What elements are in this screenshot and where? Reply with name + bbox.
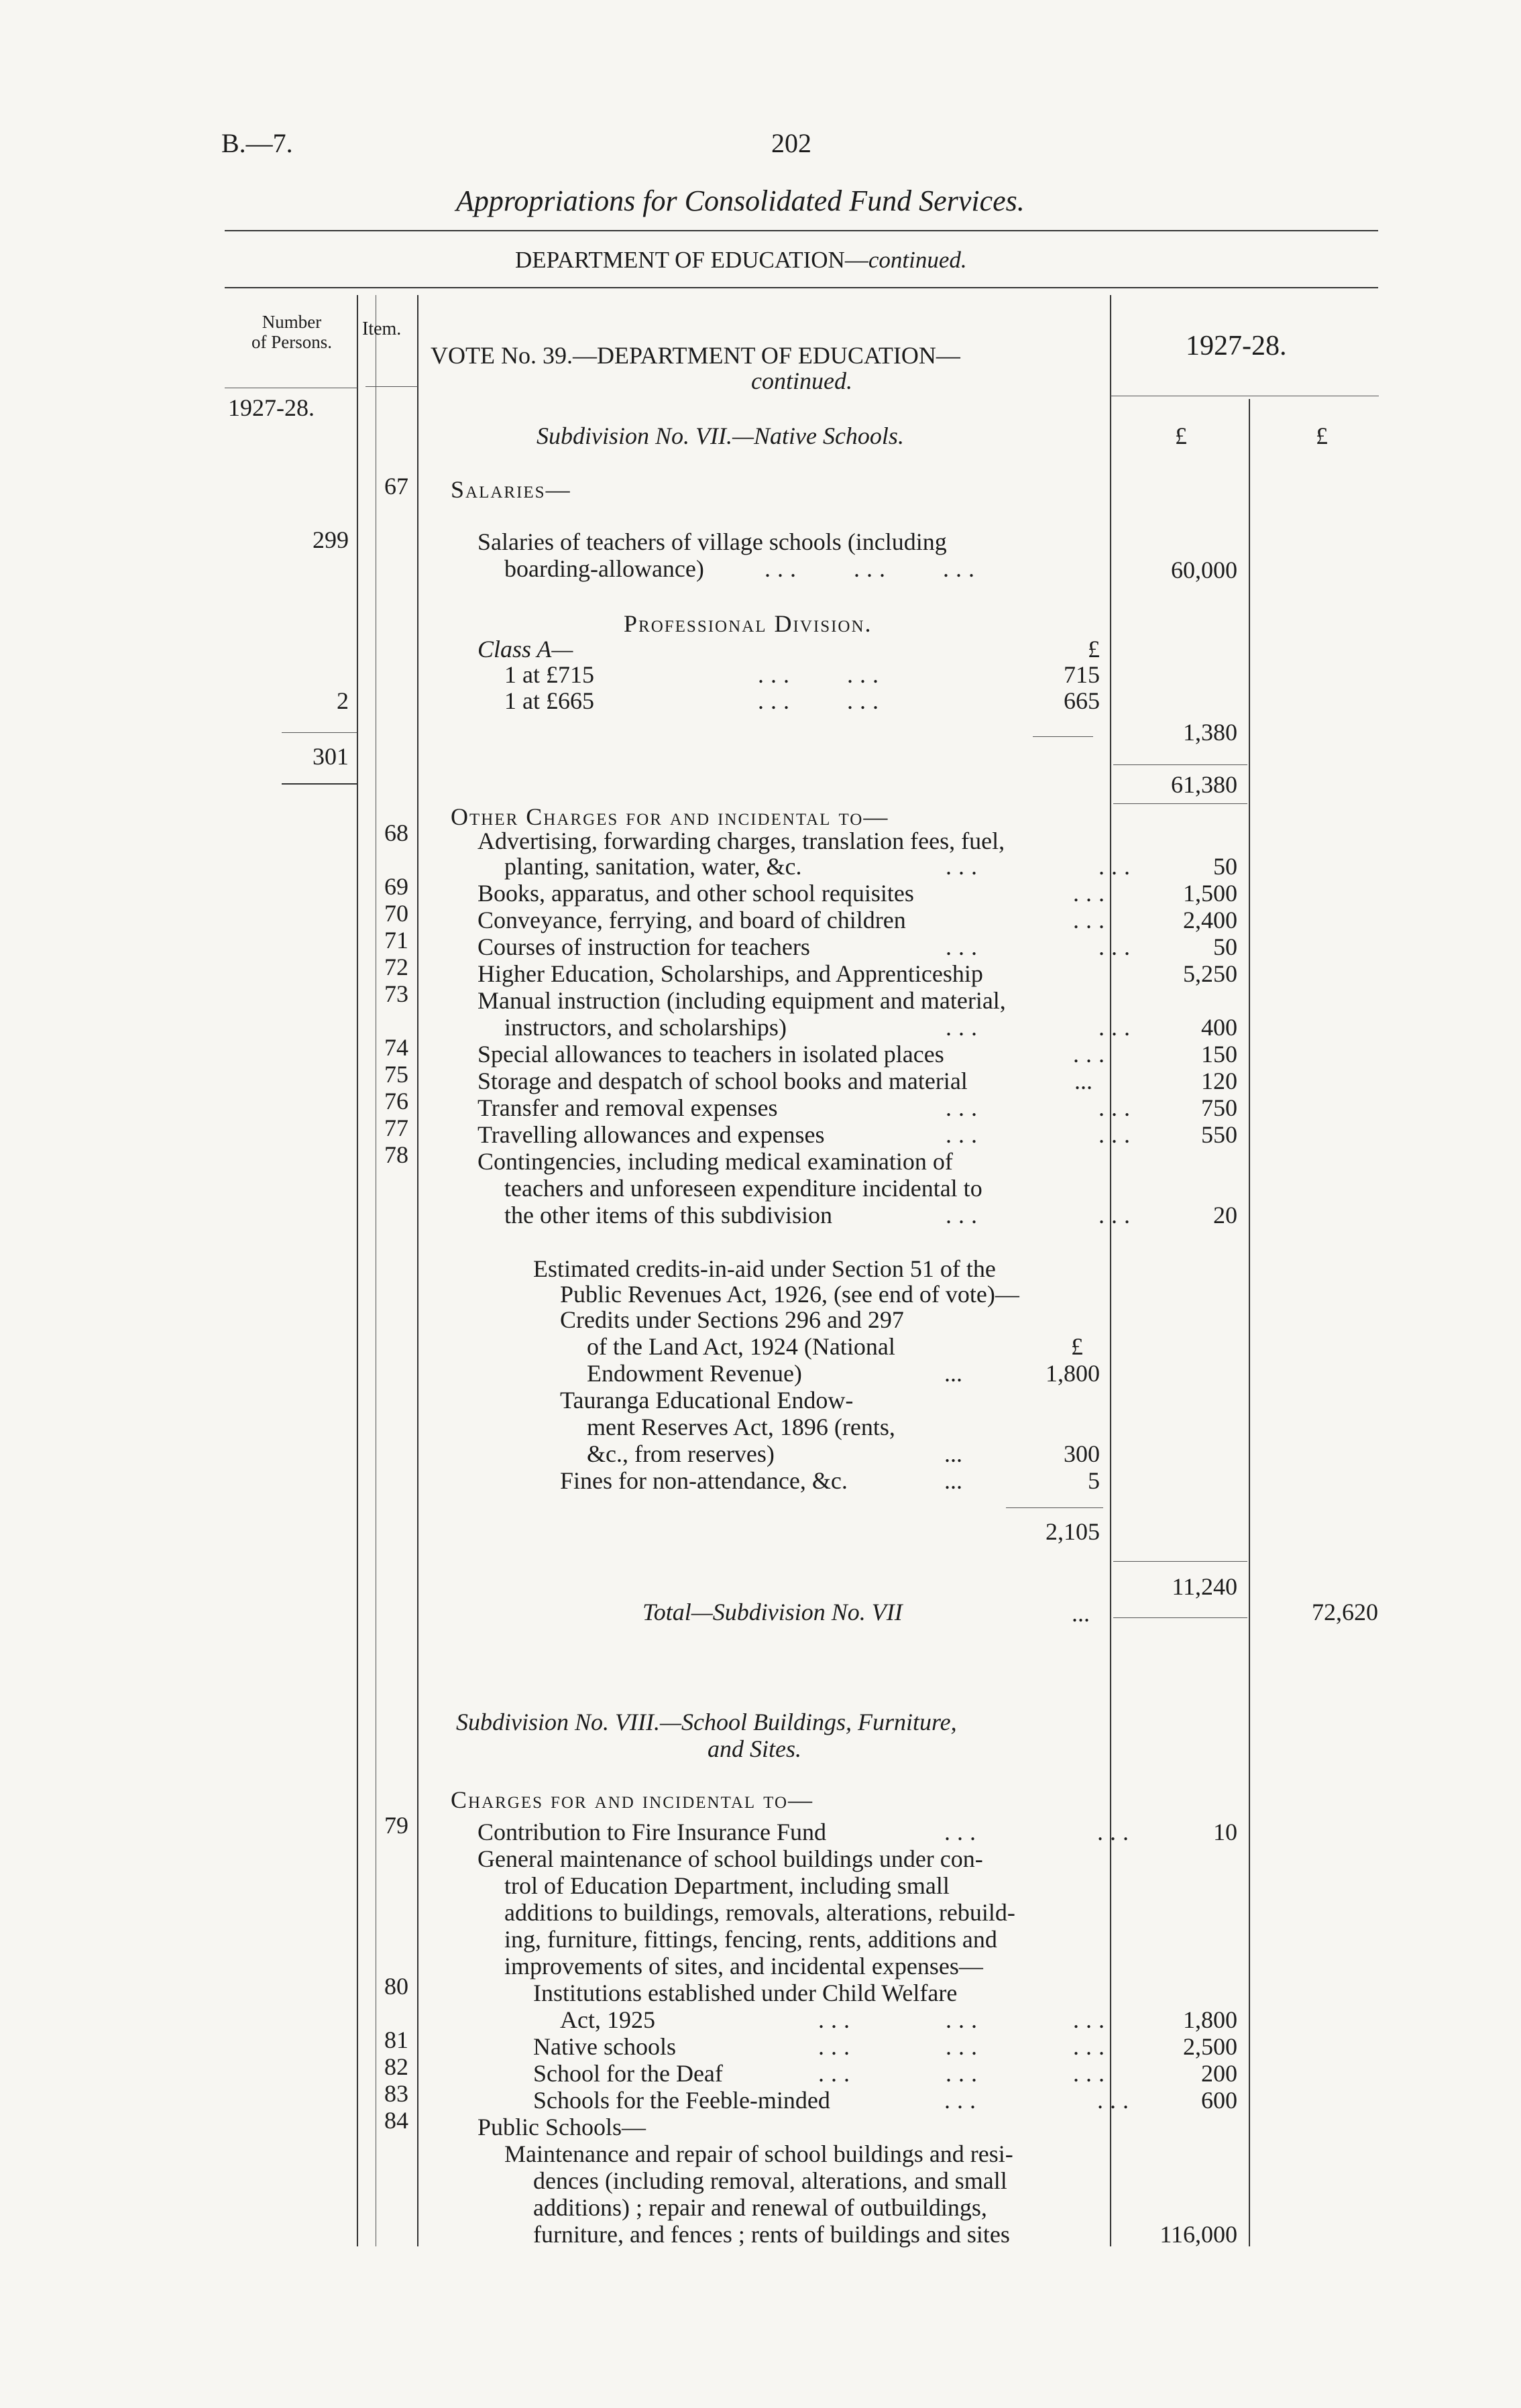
rule-credits	[1006, 1507, 1103, 1508]
page-title: Appropriations for Consolidated Fund Services.	[456, 184, 1025, 217]
credits-pound: £	[1071, 1333, 1083, 1360]
department-heading	[515, 247, 967, 274]
item-69-amount: 1,500	[1183, 880, 1237, 907]
leader-dots: ...	[1073, 907, 1111, 933]
item-69-no: 69	[384, 873, 408, 900]
item-78-text1: Contingencies, including medical examination of	[477, 1148, 953, 1175]
page-number: 202	[771, 128, 811, 158]
rule-class-subtotal	[1033, 736, 1093, 737]
item-68-no: 68	[384, 819, 408, 846]
item-70-label: Conveyance, ferrying, and board of children	[477, 907, 906, 933]
item-83-no: 83	[384, 2080, 408, 2107]
item-73-amount: 400	[1201, 1014, 1237, 1041]
item-73-line2: instructors, and scholarships)	[504, 1014, 787, 1041]
rule-salaries-total-bottom	[1113, 803, 1247, 804]
column-header-item: Item.	[362, 319, 402, 339]
maintenance-line3	[533, 2194, 1101, 2221]
item-72-no: 72	[384, 954, 408, 980]
leader-dots: ... ...	[946, 1014, 1137, 1041]
gm-text2: trol of Education Department, including small	[504, 1872, 950, 1899]
item-69-label: Books, apparatus, and other school requisites	[477, 880, 914, 907]
public-schools-label: Public Schools—	[477, 2114, 646, 2140]
fire-insurance-amount: 10	[1213, 1819, 1237, 1845]
leader-dots: ... ... ...	[818, 2006, 1111, 2033]
subdivision-vii-total-label: Total—Subdivision No. VII	[642, 1599, 903, 1625]
maintenance-line4: furniture, and fences ; rents of buildings and sites	[533, 2221, 1010, 2248]
leader-dots: ... ...	[946, 933, 1137, 960]
item-70-amount: 2,400	[1183, 907, 1237, 933]
item-number-74	[376, 1034, 417, 1061]
item-77-amount: 550	[1201, 1121, 1237, 1148]
item-81-no: 81	[384, 2026, 408, 2053]
subdivision-viii-heading	[456, 1709, 1100, 1735]
class-a-label: Class A—	[477, 636, 573, 663]
item-number-80	[376, 1973, 417, 2000]
item-76-no: 76	[384, 1088, 408, 1114]
rule-persons-total	[282, 732, 357, 733]
rule-persons-total-bottom	[282, 783, 357, 785]
rule-other-total	[1113, 1561, 1247, 1562]
leader-dots: ...	[1074, 1068, 1092, 1094]
item-78-no: 78	[384, 1141, 408, 1168]
feeble-minded-amount: 600	[1201, 2087, 1237, 2114]
class-row-1-amount: 715	[1064, 661, 1100, 688]
item-78-amount: 20	[1213, 1202, 1237, 1228]
leader-dots: ...	[1072, 1600, 1090, 1627]
class-row-2-label: 1 at £665	[504, 687, 594, 714]
institutions-line2: Act, 1925	[560, 2006, 655, 2033]
item-71-label: Courses of instruction for teachers	[477, 933, 810, 960]
credits-line4: of the Land Act, 1924 (National	[587, 1333, 895, 1360]
col-divider-item	[417, 295, 418, 2246]
item-72-label: Higher Education, Scholarships, and Apprenticeship	[477, 960, 983, 987]
item-number-79	[376, 1812, 417, 1839]
item-73-line1: Manual instruction (including equipment and material,	[477, 987, 1006, 1014]
credits-line5: Endowment Revenue)	[587, 1360, 802, 1387]
general-maintenance-line4: ing, furniture, fittings, fencing, rents, additions and	[504, 1926, 997, 1953]
vote-heading-continued: continued.	[751, 367, 852, 394]
credits-line6	[560, 1387, 1100, 1414]
item-number-71	[376, 927, 417, 954]
item-78-line3: the other items of this subdivision	[504, 1202, 832, 1228]
institutions-amount: 1,800	[1183, 2006, 1237, 2033]
credits-amount-1: 1,800	[1046, 1360, 1100, 1387]
persons-year: 1927-28.	[228, 394, 315, 421]
institutions-line1	[533, 1980, 1101, 2006]
credits-amount-3: 5	[1088, 1467, 1100, 1494]
school-deaf-amount: 200	[1201, 2060, 1237, 2087]
rule-top	[225, 230, 1378, 231]
leader-dots: ... ...	[946, 1121, 1137, 1148]
item-68-line1: Advertising, forwarding charges, translation fees, fuel,	[477, 827, 1005, 854]
school-deaf-label: School for the Deaf	[533, 2060, 723, 2087]
subdivision-viii-heading-line2: and Sites.	[708, 1735, 801, 1762]
leader-dots: ... ...	[944, 1819, 1135, 1845]
institutions-text: Institutions established under Child Welfare	[533, 1980, 958, 2006]
rule-header	[225, 287, 1378, 288]
item-68-line2: planting, sanitation, water, &c.	[504, 853, 802, 880]
item-76-label: Transfer and removal expenses	[477, 1094, 778, 1121]
general-maintenance-line1	[477, 1845, 1101, 1872]
item-71-no: 71	[384, 927, 408, 954]
credits-total: 2,105	[1046, 1518, 1100, 1545]
subdivision-vii-heading: Subdivision No. VII.—Native Schools.	[537, 422, 904, 449]
rule-salaries-total	[1113, 764, 1247, 765]
credits-line1: Estimated credits-in-aid under Section 51 of the	[533, 1255, 996, 1282]
item-78-line1	[477, 1148, 1101, 1175]
item-74-amount: 150	[1201, 1041, 1237, 1068]
item-number-78	[376, 1141, 417, 1168]
item-82-no: 82	[384, 2053, 408, 2080]
native-schools-amount: 2,500	[1183, 2033, 1237, 2060]
maintenance-line1	[504, 2140, 1101, 2167]
leader-dots: ...	[944, 1360, 962, 1387]
other-charges-total: 11,240	[1172, 1573, 1237, 1600]
item-67-label: 67	[384, 473, 408, 500]
leader-dots: ... ...	[758, 687, 885, 714]
item-75-no: 75	[384, 1061, 408, 1088]
leader-dots: ...	[944, 1467, 962, 1494]
item-84-no: 84	[384, 2107, 408, 2134]
item-77-label: Travelling allowances and expenses	[477, 1121, 825, 1148]
item-number-81	[376, 2026, 417, 2053]
teachers-text: Salaries of teachers of village schools (including	[477, 528, 947, 555]
maintenance-text1: Maintenance and repair of school buildings and resi-	[504, 2140, 1013, 2167]
item-74-no: 74	[384, 1034, 408, 1061]
leader-dots: ... ...	[758, 661, 885, 688]
item-71-amount: 50	[1213, 933, 1237, 960]
credits-line2: Public Revenues Act, 1926, (see end of vote)—	[560, 1281, 1019, 1308]
credits-line9: Fines for non-attendance, &c.	[560, 1467, 848, 1494]
leader-dots: ... ... ...	[818, 2060, 1111, 2087]
pound-sign-total: £	[1316, 422, 1328, 449]
column-header-year: 1927-28.	[1186, 331, 1287, 361]
leader-dots: ...	[1073, 880, 1111, 907]
pound-sign-amount: £	[1175, 422, 1187, 449]
col-divider-total	[1249, 399, 1250, 2246]
item-76-amount: 750	[1201, 1094, 1237, 1121]
item-number-69	[376, 873, 417, 900]
item-number-67	[376, 473, 417, 500]
vote-heading: VOTE No. 39.—DEPARTMENT OF EDUCATION—	[431, 342, 960, 369]
item-77-no: 77	[384, 1114, 408, 1141]
class-row-1-label: 1 at £715	[504, 661, 594, 688]
item-number-76	[376, 1088, 417, 1114]
teachers-line2: boarding-allowance)	[504, 555, 704, 582]
persons-header-line2: of Persons.	[251, 332, 332, 352]
item-72-amount: 5,250	[1183, 960, 1237, 987]
feeble-minded-label: Schools for the Feeble-minded	[533, 2087, 830, 2114]
item-number-70	[376, 900, 417, 927]
professional-division: Professional Division.	[624, 610, 872, 637]
credits-line7: ment Reserves Act, 1896 (rents,	[587, 1414, 895, 1440]
department-name: DEPARTMENT OF EDUCATION—	[515, 247, 868, 273]
item-number-75	[376, 1061, 417, 1088]
fire-insurance-label: Contribution to Fire Insurance Fund	[477, 1819, 826, 1845]
teachers-persons: 299	[313, 526, 349, 553]
item-73-no: 73	[384, 980, 408, 1007]
maintenance-amount: 116,000	[1160, 2221, 1237, 2248]
persons-total: 301	[313, 743, 349, 770]
maintenance-text3: additions) ; repair and renewal of outbuildings,	[533, 2194, 987, 2221]
item-80-no: 80	[384, 1973, 408, 2000]
item-number-77	[376, 1114, 417, 1141]
class-total: 1,380	[1183, 719, 1237, 746]
item-number-72	[376, 954, 417, 980]
persons-header-line1: Number	[262, 312, 322, 332]
subdivision-viii-heading-line1: Subdivision No. VIII.—School Buildings, Furniture,	[456, 1709, 957, 1735]
rule-other-total-bottom	[1113, 1617, 1247, 1618]
item-68-amount: 50	[1213, 853, 1237, 880]
item-75-amount: 120	[1201, 1068, 1237, 1094]
salaries-label: Salaries—	[451, 476, 571, 503]
item-number-82	[376, 2053, 417, 2080]
leader-dots: ... ... ...	[818, 2033, 1111, 2060]
general-maintenance-line2	[504, 1872, 1101, 1899]
general-maintenance-line5: improvements of sites, and incidental expenses—	[504, 1953, 983, 1980]
item-78-line2: teachers and unforeseen expenditure incidental to	[504, 1175, 982, 1202]
gm-text1: General maintenance of school buildings under con-	[477, 1845, 983, 1872]
leader-dots: ... ... ...	[765, 555, 981, 582]
class-pound: £	[1088, 636, 1100, 663]
document-reference: B.—7.	[221, 128, 293, 158]
class-persons: 2	[337, 687, 349, 714]
leader-dots: ...	[1073, 1041, 1111, 1068]
item-70-no: 70	[384, 900, 408, 927]
teachers-line1	[477, 528, 1101, 555]
item-number-73	[376, 980, 417, 1007]
item-number-84	[376, 2107, 417, 2134]
credits-line3: Credits under Sections 296 and 297	[560, 1306, 904, 1333]
leader-dots: ...	[944, 1440, 962, 1467]
leader-dots: ... ...	[946, 1094, 1137, 1121]
leader-dots: ... ...	[946, 853, 1137, 880]
column-header-persons	[235, 312, 349, 352]
item-number-68	[376, 819, 417, 846]
col-divider-persons-lower	[357, 791, 358, 2246]
col-divider-persons	[357, 295, 358, 791]
other-charges-heading: Other Charges for and incidental to—	[451, 803, 889, 830]
class-row-2-amount: 665	[1064, 687, 1100, 714]
credits-amount-2: 300	[1064, 1440, 1100, 1467]
general-maintenance-line3: additions to buildings, removals, alterations, rebuild-	[504, 1899, 1015, 1926]
item-79-no: 79	[384, 1812, 408, 1839]
native-schools-label: Native schools	[533, 2033, 676, 2060]
department-continued: continued.	[868, 247, 967, 273]
item-75-label: Storage and despatch of school books and material	[477, 1068, 968, 1094]
maintenance-text2: dences (including removal, alterations, and small	[533, 2167, 1007, 2194]
leader-dots: ... ...	[944, 2087, 1135, 2114]
credits-text6: Tauranga Educational Endow-	[560, 1387, 854, 1414]
leader-dots: ... ...	[946, 1202, 1137, 1228]
salaries-total: 61,380	[1171, 771, 1237, 798]
rule-item-header	[365, 386, 418, 387]
maintenance-line2	[533, 2167, 1101, 2194]
col-divider-amount	[1110, 295, 1111, 2246]
teachers-amount: 60,000	[1171, 557, 1237, 583]
charges-heading: Charges for and incidental to—	[451, 1786, 814, 1813]
item-74-label: Special allowances to teachers in isolated places	[477, 1041, 944, 1068]
credits-line8: &c., from reserves)	[587, 1440, 775, 1467]
subdivision-vii-total-amount: 72,620	[1312, 1599, 1378, 1625]
item-number-83	[376, 2080, 417, 2107]
